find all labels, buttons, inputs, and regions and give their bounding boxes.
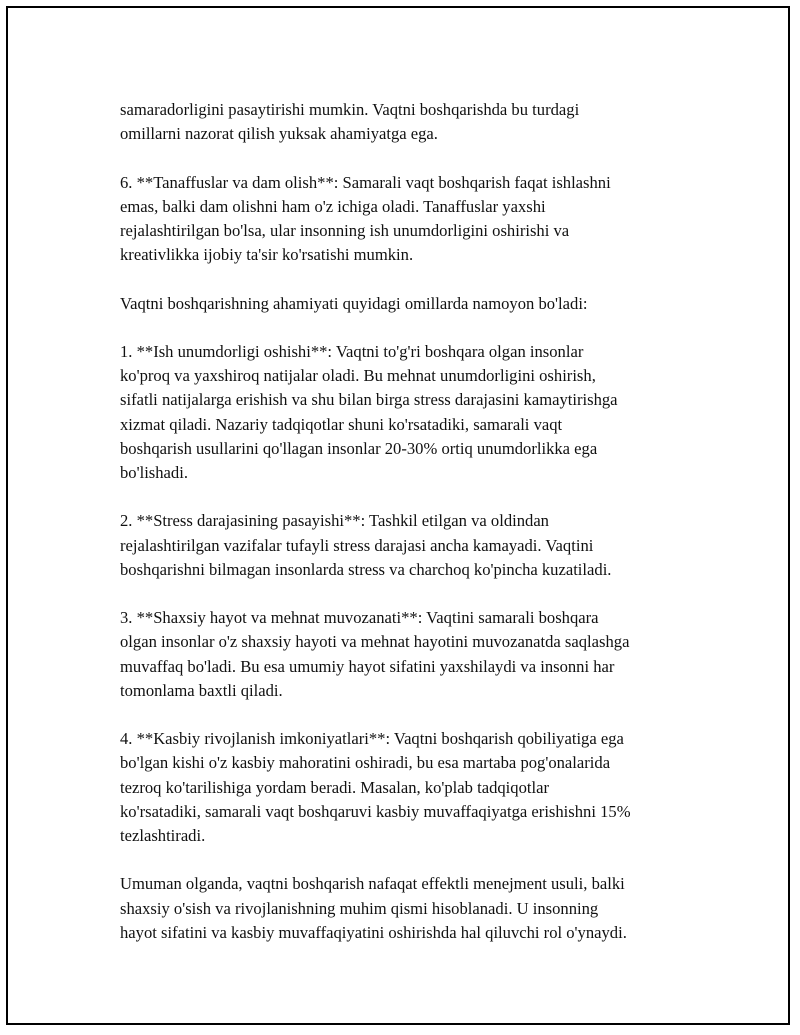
text-line: 2. **Stress darajasining pasayishi**: Tashkil etilgan va oldindan — [120, 511, 549, 531]
text-line: tezlashtiradi. — [120, 826, 206, 845]
text-line: boshqarishni bilmagan insonlarda stress va charchoq ko'pincha kuzatiladi. — [120, 559, 612, 579]
text-line: bo'lishadi. — [120, 463, 188, 482]
text-line: rejalashtirilgan bo'lsa, ular insonning ish unumdorligini oshirishi va — [120, 221, 570, 240]
text-line: 3. **Shaxsiy hayot va mehnat muvozanati**: Vaqtini samarali boshqara — [120, 608, 599, 628]
text-line: Vaqtni boshqarishning ahamiyati quyidagi omillarda namoyon bo'ladi: — [120, 293, 588, 313]
text-line: samaradorligini pasaytirishi mumkin. Vaqtni boshqarishda bu turdagi — [120, 100, 580, 119]
document-body — [120, 98, 695, 969]
text-line: olgan insonlar o'z shaxsiy hayoti va mehnat hayotini muvozanatda saqlashga — [120, 632, 630, 652]
document-page — [6, 6, 790, 1025]
paragraph-item-6-breaks — [120, 171, 695, 268]
text-line: shaxsiy o'sish va rivojlanishning muhim qismi hisoblanadi. U insonning — [120, 898, 599, 918]
text-line: 4. **Kasbiy rivojlanish imkoniyatlari**: Vaqtni boshqarish qobiliyatiga ega — [120, 729, 624, 749]
text-line: kreativlikka ijobiy ta'sir ko'rsatishi mumkin. — [120, 245, 414, 265]
text-line: ko'proq va yaxshiroq natijalar oladi. Bu mehnat unumdorligini oshirish, — [120, 366, 596, 386]
text-line: muvaffaq bo'ladi. Bu esa umumiy hayot sifatini yaxshilaydi va insonni har — [120, 656, 615, 676]
paragraph-conclusion — [120, 872, 695, 945]
text-line: tomonlama baxtli qiladi. — [120, 680, 283, 700]
paragraph-importance-heading — [120, 292, 695, 316]
text-line: ko'rsatadiki, samarali vaqt boshqaruvi kasbiy muvaffaqiyatga erishishni 15% — [120, 801, 631, 821]
paragraph-item-2-stress — [120, 509, 695, 582]
text-line: hayot sifatini va kasbiy muvaffaqiyatini oshirishda hal qiluvchi rol o'ynaydi. — [120, 922, 627, 942]
text-line: emas, balki dam olishni ham o'z ichiga oladi. Tanaffuslar yaxshi — [120, 196, 546, 216]
text-line: Umuman olganda, vaqtni boshqarish nafaqat effektli menejment usuli, balki — [120, 874, 625, 894]
text-line: 1. **Ish unumdorligi oshishi**: Vaqtni to'g'ri boshqara olgan insonlar — [120, 341, 584, 361]
text-line: omillarni nazorat qilish yuksak ahamiyatga ega. — [120, 124, 438, 144]
paragraph-item-1-productivity — [120, 340, 695, 485]
paragraph-item-4-career — [120, 727, 695, 848]
text-line: rejalashtirilgan vazifalar tufayli stress darajasi ancha kamayadi. Vaqtini — [120, 535, 594, 555]
text-line: bo'lgan kishi o'z kasbiy mahoratini oshiradi, bu esa martaba pog'onalarida — [120, 753, 611, 773]
paragraph-intro-continuation — [120, 98, 695, 146]
text-line: 6. **Tanaffuslar va dam olish**: Samarali vaqt boshqarish faqat ishlashni — [120, 172, 611, 192]
text-line: xizmat qiladi. Nazariy tadqiqotlar shuni ko'rsatadiki, samarali vaqt — [120, 414, 563, 434]
text-line: tezroq ko'tarilishiga yordam beradi. Masalan, ko'plab tadqiqotlar — [120, 777, 549, 797]
paragraph-item-3-balance — [120, 606, 695, 703]
text-line: boshqarish usullarini qo'llagan insonlar 20-30% ortiq unumdorlikka ega — [120, 438, 598, 458]
text-line: sifatli natijalarga erishish va shu bilan birga stress darajasini kamaytirishga — [120, 390, 618, 410]
